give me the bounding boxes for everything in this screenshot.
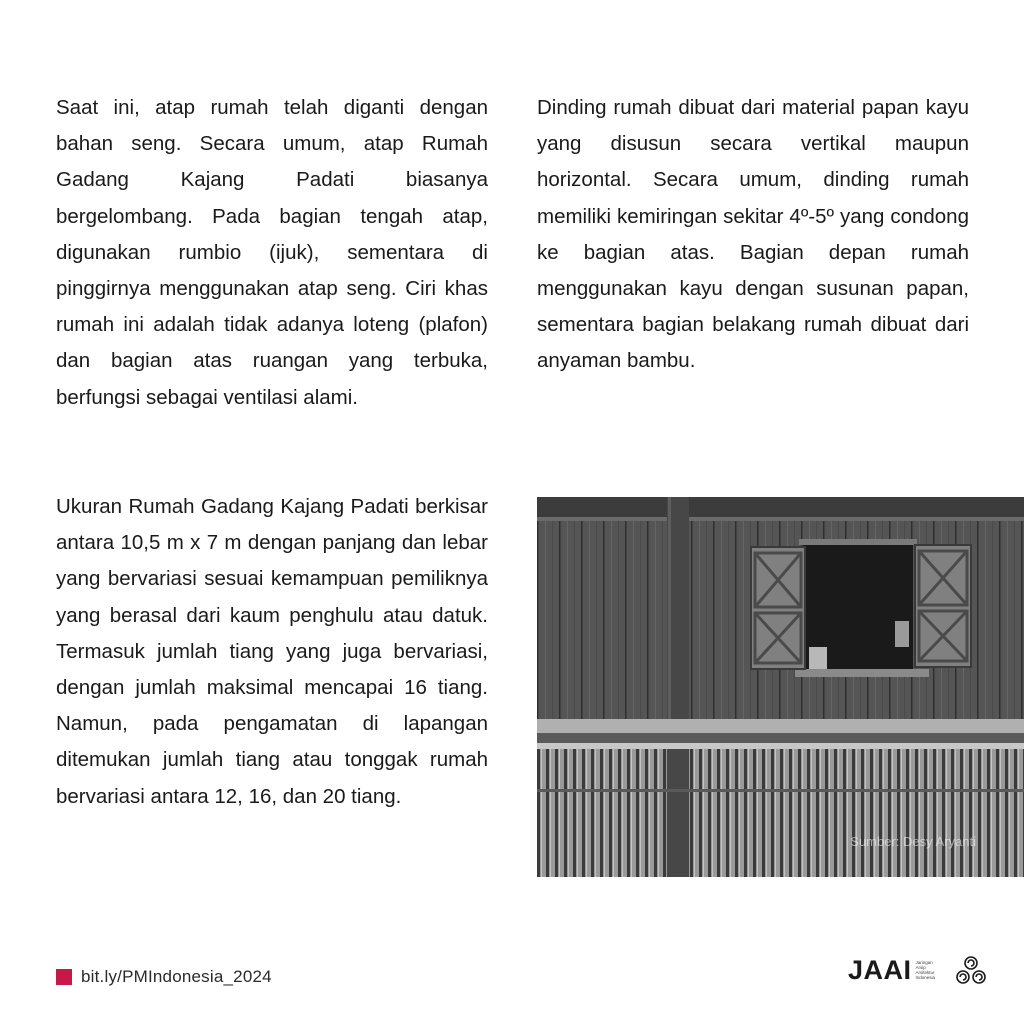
logo-sub-line: Arsip [915,964,926,970]
logo-subtitle [916,960,944,981]
paragraph-size: Ukuran Rumah Gadang Kajang Padati berkisar antara 10,5 m x 7 m dengan panjang dan lebar yang bervariasi sesuai kemampuan pemiliknya yang berasal dari kaum penghulu atau datuk. Termasuk jumlah tiang yang juga bervariasi, dengan jumlah maksimal mencapai 16 tiang. Namun, pada pengamatan di lapangan ditemukan jumlah tiang atau tonggak rumah bervariasi antara 12, 16, dan 20 tiang. [56,495,488,808]
logo-wordmark: JAAI [848,954,912,985]
photo-credit: Sumber: Desy Aryanti [850,834,976,849]
paragraph-walls: Dinding rumah dibuat dari material papan kayu yang disusun secara vertikal maupun horizontal. Secara umum, dinding rumah memiliki kemiringan sekitar 4º-5º yang condong ke bagian atas. Bagian depan rumah menggunakan kayu dengan susunan papan, sementara bagian belakang rumah dibuat dari anyaman bambu. [537,96,969,373]
house-photo-illustration [537,497,1024,877]
logo-sub-line: Indonesia [915,975,936,981]
footer-link[interactable] [56,966,272,988]
logo-sub-line: Arsitektur [915,970,935,975]
link-square-icon [56,969,72,985]
logo-sub-line: Jaringan [915,959,933,965]
jaai-logo [848,952,988,988]
house-photo [537,497,1024,877]
paragraph-roof: Saat ini, atap rumah telah diganti dengan bahan seng. Secara umum, atap Rumah Gadang Kajang Padati biasanya bergelombang. Pada bagian tengah atap, digunakan rumbio (ijuk), sementara di pinggirnya menggunakan atap seng. Ciri khas rumah ini adalah tidak adanya loteng (plafon) dan bagian atas ruangan yang terbuka, berfungsi sebagai ventilasi alami. [56,96,488,409]
triple-spiral-icon [954,954,988,986]
link-text[interactable]: bit.ly/PMIndonesia_2024 [81,967,272,986]
